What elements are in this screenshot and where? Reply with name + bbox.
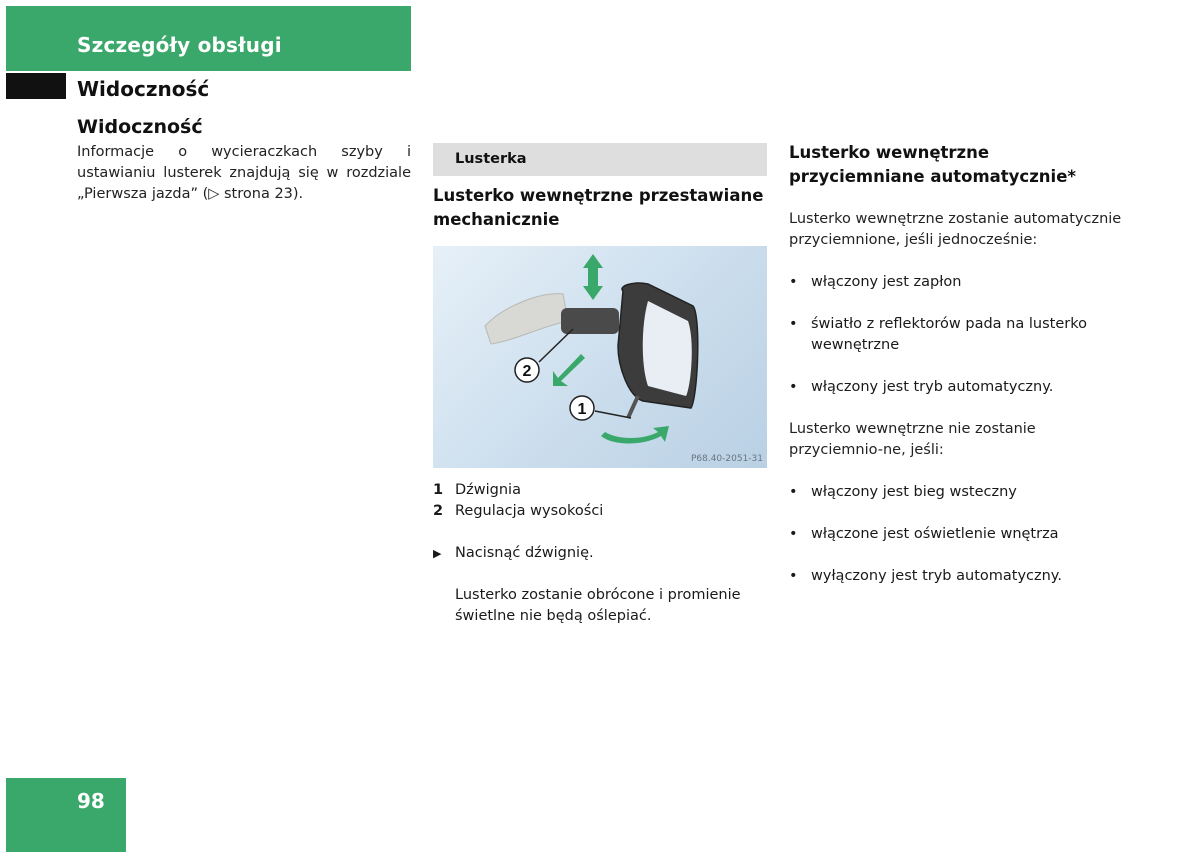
- list-item-text: włączony jest zapłon: [811, 274, 962, 290]
- dimming-conditions-list: [789, 272, 1123, 398]
- visibility-text: Informacje o wycieraczkach szyby i ustawianiu lusterek znajdują się w rozdziale „Pierwsza jazda” (▷ strona 23).: [77, 144, 411, 202]
- callout-2: 2: [522, 363, 532, 380]
- legend-text: Regulacja wysokości: [455, 503, 604, 519]
- bullet-icon: •: [789, 526, 798, 542]
- mirror-drawing: [433, 246, 767, 468]
- mirror-illustration: [433, 246, 767, 468]
- list-item-text: włączone jest oświetlenie wnętrza: [811, 526, 1059, 542]
- list-item: [789, 314, 1123, 356]
- list-item-text: wyłączony jest tryb automatyczny.: [811, 568, 1062, 584]
- list-item: [789, 377, 1123, 398]
- auto-dimming-heading: Lusterko wewnętrzne przyciemniane automatycznie*: [789, 143, 1077, 186]
- callout-1: 1: [577, 401, 587, 418]
- list-item: [789, 524, 1123, 545]
- list-item: [789, 272, 1123, 293]
- bullet-icon: •: [789, 316, 798, 332]
- action-step: [433, 543, 767, 564]
- list-item-text: włączony jest bieg wsteczny: [811, 484, 1017, 500]
- page-number: 98: [77, 789, 105, 813]
- manual-mirror-heading: Lusterko wewnętrzne przestawiane mechanicznie: [433, 186, 764, 229]
- list-item-text: światło z reflektorów pada na lusterko wewnętrzne: [811, 316, 1087, 353]
- no-dimming-conditions-list: [789, 482, 1123, 587]
- auto-dimming-intro: Lusterko wewnętrzne zostanie automatycznie przyciemnione, jeśli jednocześnie:: [789, 211, 1122, 248]
- chapter-title: Szczegóły obsługi: [77, 33, 282, 57]
- action-text: Nacisnąć dźwignię.: [455, 545, 594, 561]
- bullet-icon: •: [789, 274, 798, 290]
- visibility-heading: Widoczność: [77, 116, 203, 138]
- list-item: [789, 566, 1123, 587]
- result-text: Lusterko zostanie obrócone i promienie świetlne nie będą oślepiać.: [455, 587, 741, 624]
- bullet-icon: •: [789, 484, 798, 500]
- figure-code: P68.40-2051-31: [690, 454, 763, 464]
- legend-item: [433, 501, 767, 522]
- column-middle: [433, 143, 767, 627]
- bullet-icon: •: [789, 568, 798, 584]
- mirrors-box-heading: Lusterka: [433, 143, 767, 176]
- page-number-bar: [6, 778, 126, 852]
- legend-number: 2: [433, 503, 444, 519]
- column-left: [77, 116, 411, 205]
- figure-legend: [433, 480, 767, 522]
- legend-text: Dźwignia: [455, 482, 521, 498]
- list-item: [789, 482, 1123, 503]
- section-title: Widoczność: [77, 77, 210, 101]
- column-right: [789, 141, 1123, 587]
- step-arrow-icon: ▶: [433, 547, 442, 560]
- section-marker: [6, 73, 66, 99]
- legend-item: [433, 480, 767, 501]
- legend-number: 1: [433, 482, 444, 498]
- no-dimming-intro: Lusterko wewnętrzne nie zostanie przyciemnio-ne, jeśli:: [789, 421, 1036, 458]
- bullet-icon: •: [789, 379, 798, 395]
- list-item-text: włączony jest tryb automatyczny.: [811, 379, 1054, 395]
